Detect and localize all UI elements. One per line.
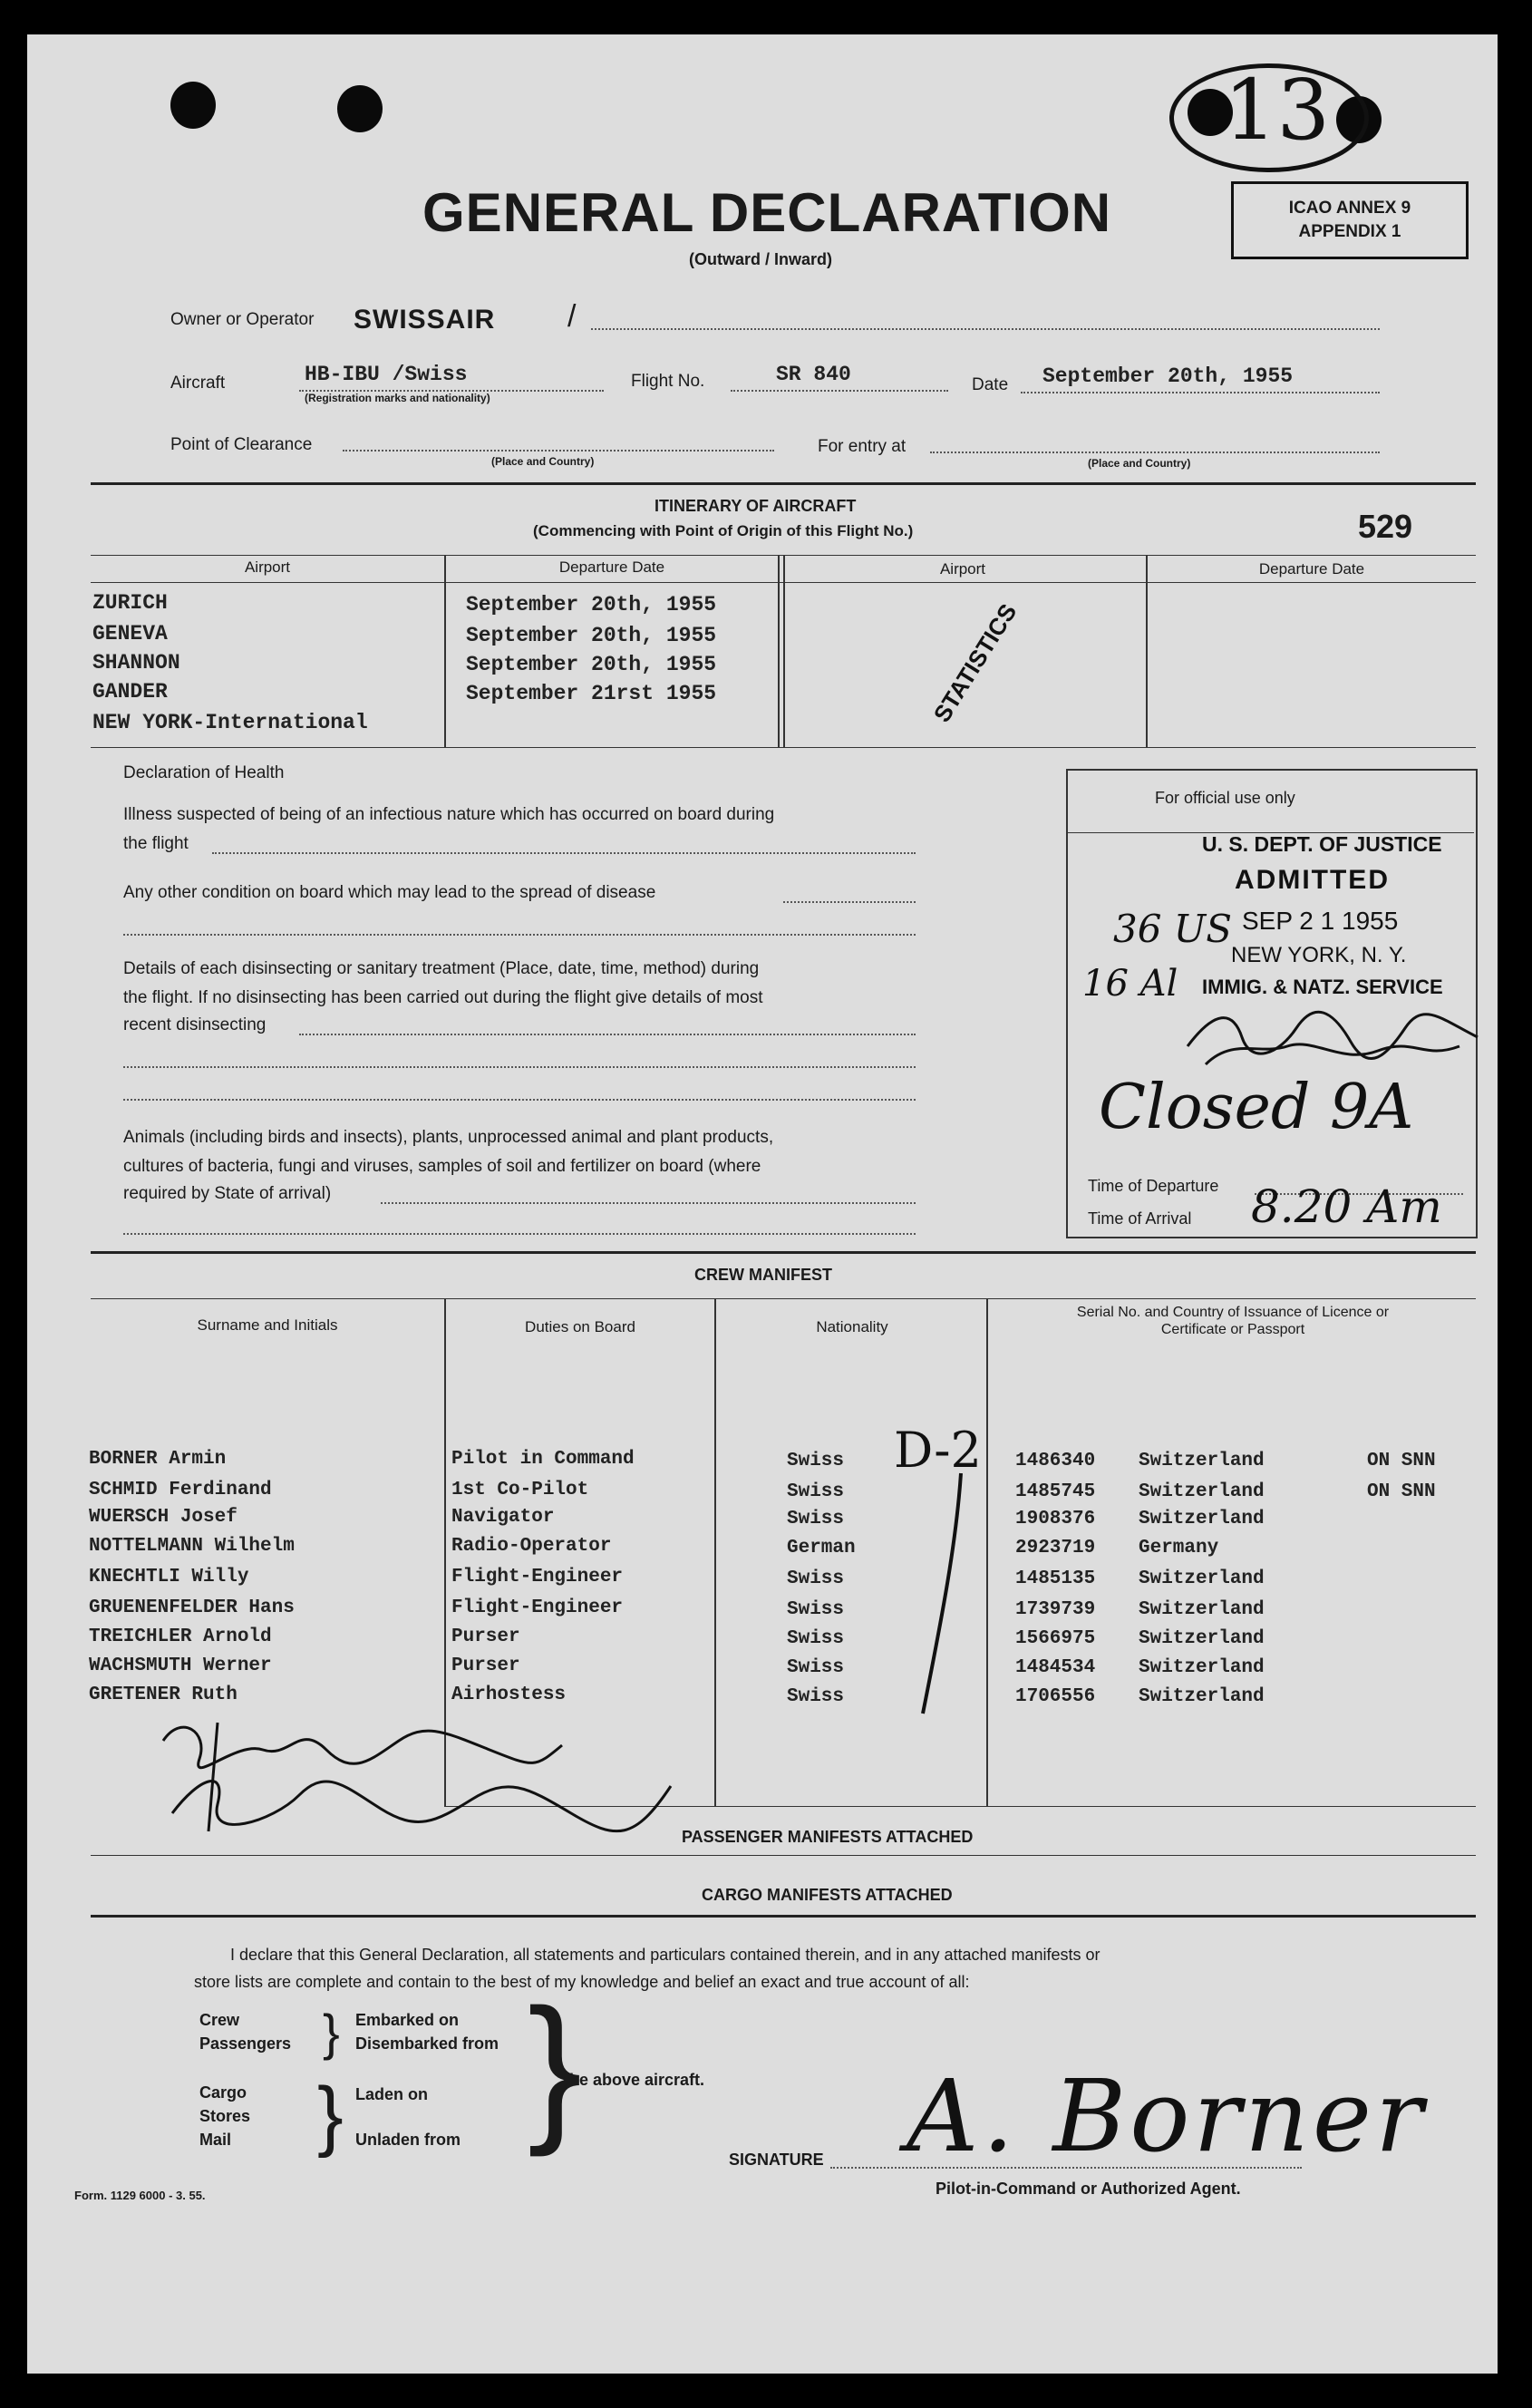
crew-divider bbox=[986, 1298, 988, 1806]
crew-col-nat: Nationality bbox=[816, 1318, 888, 1335]
health-disinsecting-1: Details of each disinsecting or sanitary treatment (Place, date, time, method) during bbox=[123, 959, 760, 978]
crew-nat: Swiss bbox=[787, 1657, 845, 1678]
crew-serial: 1566975 bbox=[1015, 1628, 1096, 1649]
aircraft-value: HB-IBU /Swiss bbox=[305, 363, 468, 386]
crew-header-top bbox=[91, 1298, 1476, 1299]
stamp-place: NEW YORK, N. Y. bbox=[1231, 943, 1407, 967]
cargo-manifests: CARGO MANIFESTS ATTACHED bbox=[702, 1886, 953, 1904]
crew-serial: 1486340 bbox=[1015, 1451, 1096, 1471]
section-rule bbox=[91, 1915, 1476, 1918]
list-disembarked: Disembarked from bbox=[355, 2034, 499, 2053]
crew-col-name: Surname and Initials bbox=[197, 1316, 338, 1334]
crew-name: BORNER Armin bbox=[89, 1449, 227, 1470]
brace-left-bottom: } bbox=[317, 2072, 344, 2159]
itinerary-divider bbox=[444, 555, 446, 747]
animals-line bbox=[381, 1202, 916, 1204]
health-disinsecting-2: the flight. If no disinsecting has been carried out during the flight give details of most bbox=[123, 988, 763, 1007]
crew-serial: 1485745 bbox=[1015, 1481, 1096, 1502]
stamp-admitted: ADMITTED bbox=[1235, 865, 1390, 895]
clearance-label: Point of Clearance bbox=[170, 435, 313, 454]
crew-name: WACHSMUTH Werner bbox=[89, 1656, 272, 1676]
itinerary-divider bbox=[783, 555, 785, 747]
list-passengers: Passengers bbox=[199, 2034, 292, 2053]
crew-country: Switzerland bbox=[1139, 1481, 1265, 1502]
health-disinsecting-3: recent disinsecting bbox=[123, 1015, 267, 1034]
itinerary-title: ITINERARY OF AIRCRAFT bbox=[654, 497, 857, 515]
entry-line bbox=[930, 452, 1380, 453]
crew-country: Switzerland bbox=[1139, 1686, 1265, 1707]
declaration-line-1: I declare that this General Declaration, all statements and particulars contained therein, and in any attached manifests or bbox=[230, 1946, 1101, 1964]
other-line bbox=[783, 901, 916, 903]
entry-note: (Place and Country) bbox=[1088, 457, 1191, 470]
list-laden: Laden on bbox=[355, 2085, 428, 2103]
animals-line-2 bbox=[123, 1233, 916, 1235]
crew-duty: Purser bbox=[451, 1656, 520, 1676]
list-crew: Crew bbox=[199, 2011, 240, 2029]
crew-title: CREW MANIFEST bbox=[694, 1266, 832, 1284]
health-animals-1: Animals (including birds and insects), plants, unprocessed animal and plant products, bbox=[123, 1128, 774, 1147]
crew-serial: 1484534 bbox=[1015, 1657, 1096, 1678]
itinerary-col-date: Departure Date bbox=[558, 558, 665, 576]
list-unladen: Unladen from bbox=[355, 2131, 461, 2149]
itinerary-airport: GENEVA bbox=[92, 622, 168, 646]
statistics-stamp: STATISTICS bbox=[927, 598, 1023, 727]
hand-closed: Closed 9A bbox=[1099, 1072, 1414, 1143]
crew-nat: Swiss bbox=[787, 1628, 845, 1649]
crew-country: Germany bbox=[1139, 1538, 1219, 1558]
crew-extra: ON SNN bbox=[1367, 1451, 1436, 1471]
date-line bbox=[1021, 392, 1380, 393]
itinerary-date: September 20th, 1955 bbox=[466, 593, 717, 617]
itinerary-divider bbox=[778, 555, 780, 747]
date-value: September 20th, 1955 bbox=[1042, 364, 1294, 388]
clearance-line bbox=[343, 450, 774, 452]
crew-duty: 1st Co-Pilot bbox=[451, 1480, 589, 1500]
declaration-line-2: store lists are complete and contain to the best of my knowledge and belief an exact and true account of all: bbox=[194, 1973, 970, 1991]
crew-name: NOTTELMANN Wilhelm bbox=[89, 1536, 295, 1557]
owner-slash: / bbox=[567, 299, 577, 334]
list-stores: Stores bbox=[199, 2107, 251, 2125]
signature-value: A. Borner bbox=[907, 2058, 1427, 2174]
itinerary-airport: SHANNON bbox=[92, 651, 180, 675]
health-title: Declaration of Health bbox=[123, 763, 285, 782]
itinerary-airport: ZURICH bbox=[92, 591, 168, 615]
section-rule bbox=[91, 1251, 1476, 1254]
departure-label: Time of Departure bbox=[1088, 1177, 1219, 1195]
crew-nat: Swiss bbox=[787, 1568, 845, 1589]
crew-col-serial: Serial No. and Country of Issuance of Licence or Certificate or Passport bbox=[1076, 1305, 1390, 1337]
punch-hole bbox=[170, 82, 216, 129]
itinerary-date: September 20th, 1955 bbox=[466, 624, 717, 647]
crew-serial: 1739739 bbox=[1015, 1599, 1096, 1620]
signature-label: SIGNATURE bbox=[729, 2151, 824, 2169]
brace-left-top: } bbox=[323, 2004, 340, 2061]
crew-name: WUERSCH Josef bbox=[89, 1507, 238, 1528]
crew-country: Switzerland bbox=[1139, 1509, 1265, 1529]
crew-nat: Swiss bbox=[787, 1686, 845, 1707]
crew-duty: Radio-Operator bbox=[451, 1536, 612, 1557]
health-animals-3: required by State of arrival) bbox=[123, 1184, 332, 1203]
crew-duty: Pilot in Command bbox=[451, 1449, 635, 1470]
crew-serial: 2923719 bbox=[1015, 1538, 1096, 1558]
itinerary-bottom bbox=[91, 747, 1476, 748]
crew-divider bbox=[714, 1298, 716, 1806]
stamp-service: IMMIG. & NATZ. SERVICE bbox=[1202, 976, 1443, 998]
list-mail: Mail bbox=[199, 2131, 232, 2149]
crew-serial: 1485135 bbox=[1015, 1568, 1096, 1589]
punch-hole bbox=[337, 85, 383, 132]
crew-nat: Swiss bbox=[787, 1451, 845, 1471]
crew-duty: Airhostess bbox=[451, 1685, 567, 1705]
crew-hand-stroke bbox=[907, 1469, 979, 1723]
crew-nat: Swiss bbox=[787, 1509, 845, 1529]
arrival-value: 8.20 Am bbox=[1251, 1180, 1442, 1233]
arrival-label: Time of Arrival bbox=[1088, 1209, 1192, 1228]
crew-duty: Flight-Engineer bbox=[451, 1567, 624, 1588]
passenger-rule bbox=[671, 1806, 680, 1807]
crew-handwritten-scribble bbox=[145, 1704, 689, 1840]
crew-name: GRUENENFELDER Hans bbox=[89, 1597, 295, 1618]
itinerary-divider bbox=[1146, 555, 1148, 747]
cargo-rule bbox=[91, 1855, 1476, 1856]
owner-value: SWISSAIR bbox=[354, 305, 496, 335]
health-illness-2: the flight bbox=[123, 834, 189, 853]
signature-caption: Pilot-in-Command or Authorized Agent. bbox=[936, 2180, 1241, 2198]
itinerary-col-airport2: Airport bbox=[939, 560, 986, 578]
crew-duty: Navigator bbox=[451, 1507, 555, 1528]
officer-initials bbox=[1178, 1001, 1487, 1073]
hand-count-al: 16 Al bbox=[1082, 963, 1178, 1005]
flight-label: Flight No. bbox=[631, 372, 705, 391]
hand-count-us: 36 US bbox=[1113, 907, 1232, 951]
itinerary-airport: GANDER bbox=[92, 680, 168, 704]
brace-right: } bbox=[528, 1976, 583, 2158]
flight-line bbox=[731, 390, 948, 392]
crew-country: Switzerland bbox=[1139, 1568, 1265, 1589]
crew-name: TREICHLER Arnold bbox=[89, 1626, 272, 1647]
section-rule bbox=[91, 482, 1476, 485]
crew-country: Switzerland bbox=[1139, 1451, 1265, 1471]
crew-name: GRETENER Ruth bbox=[89, 1685, 238, 1705]
itinerary-subtitle: (Commencing with Point of Origin of this Flight No.) bbox=[533, 522, 914, 539]
crew-nat: Swiss bbox=[787, 1599, 845, 1620]
owner-label: Owner or Operator bbox=[170, 310, 315, 329]
health-animals-2: cultures of bacteria, fungi and viruses, samples of soil and fertilizer on board (where bbox=[123, 1157, 761, 1176]
date-label: Date bbox=[972, 375, 1009, 394]
crew-nat: German bbox=[787, 1538, 856, 1558]
aircraft-note: (Registration marks and nationality) bbox=[305, 392, 490, 404]
crew-name: SCHMID Ferdinand bbox=[89, 1480, 272, 1500]
form-number: Form. 1129 6000 - 3. 55. bbox=[74, 2189, 206, 2202]
crew-country: Switzerland bbox=[1139, 1599, 1265, 1620]
disinsect-line-2 bbox=[123, 1066, 916, 1068]
stamp-date: SEP 2 1 1955 bbox=[1242, 907, 1399, 935]
entry-label: For entry at bbox=[818, 437, 907, 456]
itinerary-number: 529 bbox=[1358, 508, 1413, 545]
aircraft-label: Aircraft bbox=[170, 374, 226, 393]
crew-nat: Swiss bbox=[787, 1481, 845, 1502]
health-other: Any other condition on board which may lead to the spread of disease bbox=[123, 883, 656, 902]
crew-extra: ON SNN bbox=[1367, 1481, 1436, 1502]
icao-box bbox=[1231, 181, 1469, 259]
passenger-manifests: PASSENGER MANIFESTS ATTACHED bbox=[682, 1828, 974, 1846]
crew-country: Switzerland bbox=[1139, 1657, 1265, 1678]
crew-col-duty: Duties on Board bbox=[525, 1318, 635, 1335]
health-illness-1: Illness suspected of being of an infectious nature which has occurred on board during bbox=[123, 805, 775, 824]
crew-serial: 1706556 bbox=[1015, 1686, 1096, 1707]
itinerary-col-date2: Departure Date bbox=[1258, 560, 1365, 578]
clearance-note: (Place and Country) bbox=[491, 455, 595, 468]
disinsect-line-3 bbox=[123, 1099, 916, 1101]
crew-duty: Purser bbox=[451, 1626, 520, 1647]
page-title: GENERAL DECLARATION bbox=[422, 182, 1112, 243]
crew-duty: Flight-Engineer bbox=[451, 1597, 624, 1618]
list-embarked: Embarked on bbox=[355, 2011, 460, 2029]
itinerary-date: September 20th, 1955 bbox=[466, 653, 717, 676]
crew-country: Switzerland bbox=[1139, 1628, 1265, 1649]
list-cargo: Cargo bbox=[199, 2083, 247, 2102]
crew-hand-mark: D-2 bbox=[894, 1422, 982, 1479]
icao-line2: APPENDIX 1 bbox=[1298, 222, 1401, 241]
crew-name: KNECHTLI Willy bbox=[89, 1567, 249, 1588]
itinerary-date: September 21rst 1955 bbox=[466, 682, 717, 705]
crew-serial: 1908376 bbox=[1015, 1509, 1096, 1529]
official-title: For official use only bbox=[1155, 789, 1295, 807]
other-line-2 bbox=[123, 934, 916, 936]
page-number: 13 bbox=[1224, 62, 1331, 159]
itinerary-col-airport: Airport bbox=[244, 558, 291, 576]
page-subtitle: (Outward / Inward) bbox=[689, 250, 833, 268]
owner-line bbox=[591, 328, 1380, 330]
illness-line bbox=[212, 852, 916, 854]
flight-value: SR 840 bbox=[776, 363, 851, 386]
list-above-aircraft: the above aircraft. bbox=[564, 2071, 705, 2089]
stamp-dept: U. S. DEPT. OF JUSTICE bbox=[1202, 832, 1442, 856]
disinsect-line bbox=[299, 1034, 916, 1035]
itinerary-airport: NEW YORK-International bbox=[92, 711, 368, 734]
icao-line1: ICAO ANNEX 9 bbox=[1288, 199, 1411, 218]
